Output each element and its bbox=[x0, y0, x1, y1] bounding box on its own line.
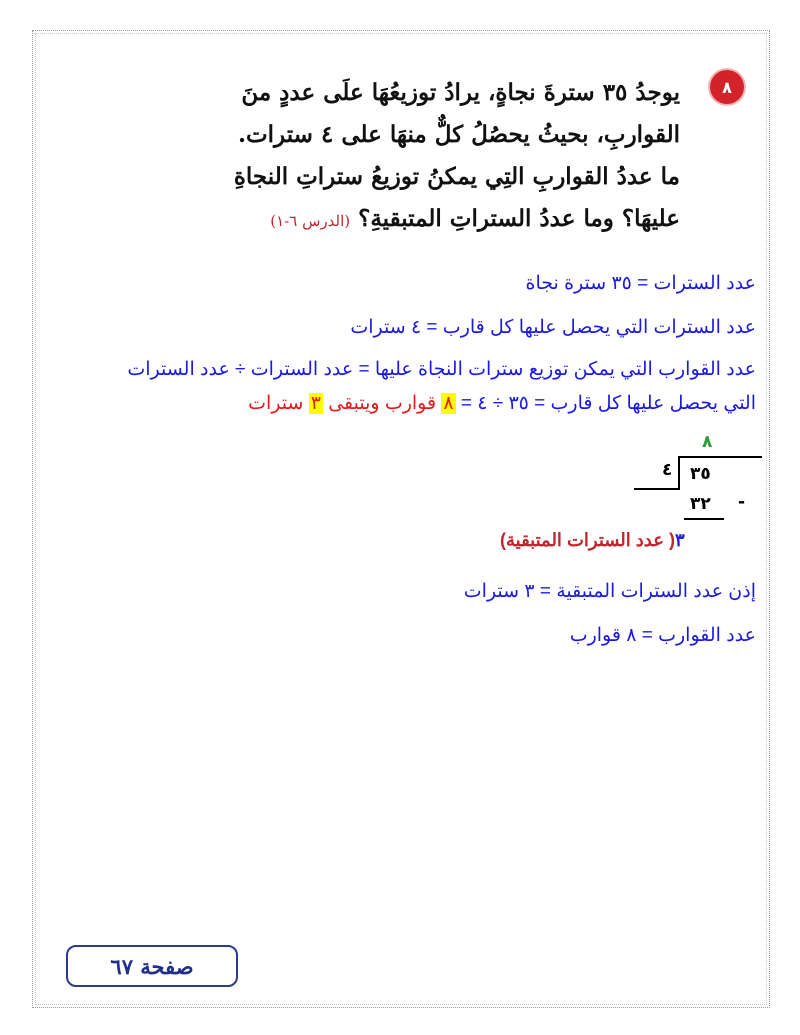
division-bar bbox=[678, 456, 762, 458]
question-line-3: ما عددُ القواربِ التِي يمكنُ توزيعُ ستراتِ النجاةِ bbox=[233, 163, 680, 190]
question-line-2: القواربِ، بحيثُ يحصُلُ كلٌّ منهَا على ٤ سترات. bbox=[238, 121, 680, 148]
divisor-underline bbox=[634, 488, 680, 490]
minus-sign: - bbox=[738, 492, 746, 512]
answer-line-4-text: التي يحصل عليها كل قارب = ٣٥ ÷ ٤ = bbox=[460, 393, 756, 414]
question-number-badge bbox=[710, 70, 744, 104]
question-text bbox=[80, 72, 680, 242]
answer-line-1: عدد السترات = ٣٥ سترة نجاة bbox=[525, 273, 756, 294]
page-number-box bbox=[66, 945, 238, 987]
vests-word: سترات bbox=[248, 393, 304, 414]
question-number: ٨ bbox=[722, 77, 732, 97]
question-line-1: يوجدُ ٣٥ سترةَ نجاةٍ، يرادُ توزيعُهَا علَى عددٍ منَ bbox=[241, 79, 680, 106]
conclusion-boats: عدد القوارب = ٨ قوارب bbox=[569, 625, 756, 646]
remainder-highlight: ٣ bbox=[310, 393, 321, 414]
lesson-reference: (الدرس ٦-١) bbox=[270, 212, 351, 230]
answer-line-2: عدد السترات التي يحصل عليها كل قارب = ٤ سترات bbox=[350, 317, 756, 338]
answer-line-4 bbox=[248, 392, 756, 415]
remainder-label: ( عدد السترات المتبقية) bbox=[500, 530, 675, 550]
division-remainder: ٣ bbox=[675, 530, 685, 550]
question-line-4 bbox=[80, 198, 680, 242]
quotient-highlight: ٨ bbox=[443, 393, 454, 414]
division-divisor: ٤ bbox=[662, 460, 673, 480]
division-quotient: ٨ bbox=[702, 432, 713, 452]
subtraction-line bbox=[684, 518, 724, 520]
page-number: صفحة ٦٧ bbox=[110, 953, 194, 979]
division-bracket bbox=[678, 456, 680, 490]
boats-remaining-text: قوارب ويتبقى bbox=[328, 393, 437, 414]
division-dividend: ٣٥ bbox=[690, 464, 711, 484]
division-product: ٣٢ bbox=[690, 494, 711, 514]
remainder-note bbox=[500, 530, 685, 551]
conclusion-remaining: إذن عدد السترات المتبقية = ٣ سترات bbox=[463, 581, 756, 602]
question-line-4-text: عليهَا؟ وما عددُ الستراتِ المتبقيةِ؟ bbox=[358, 205, 680, 232]
answer-line-3: عدد القوارب التي يمكن توزيع سترات النجاة عليها = عدد السترات ÷ عدد السترات bbox=[127, 359, 756, 380]
